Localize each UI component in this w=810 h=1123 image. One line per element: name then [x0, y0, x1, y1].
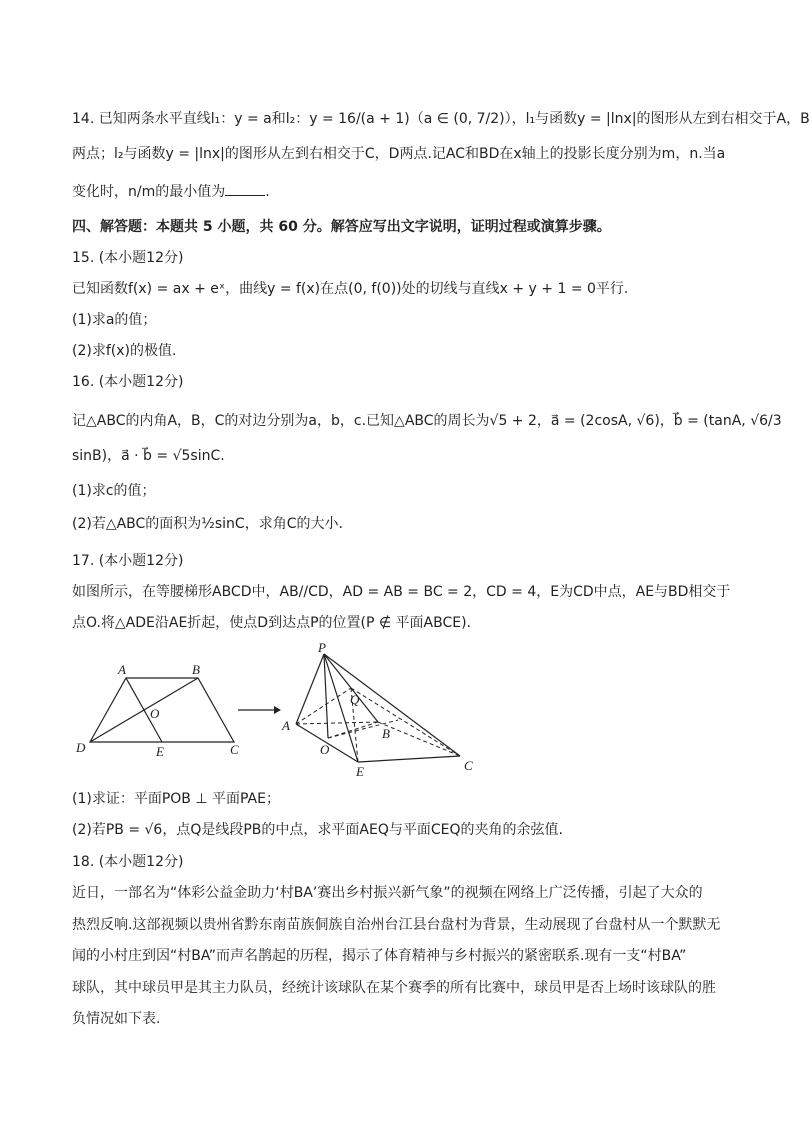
q17-part-2: (2)若PB = √6，点Q是线段PB的中点，求平面AEQ与平面CEQ的夹角的余弦值. [72, 822, 563, 838]
q14-line-1: 14. 已知两条水平直线l₁：y = a和l₂：y = 16/(a + 1)（a ∈ (0, 7/2)），l₁与函数y = |lnx|的图形从左到右相交于A，B [72, 111, 810, 127]
q18-line-1: 近日，一部名为“体彩公益金助力‘村BA’赛出乡村振兴新气象”的视频在网络上广泛传播，引起了大众的 [72, 885, 703, 901]
q18-line-5: 负情况如下表. [72, 1011, 161, 1027]
edge-AQ [296, 688, 351, 724]
pyramid-figure [278, 642, 478, 780]
label-Q: Q [350, 692, 360, 707]
label-D: D [76, 740, 86, 755]
label-C: C [230, 742, 239, 757]
q16-header: 16. (本小题12分) [72, 374, 184, 390]
q15-header: 15. (本小题12分) [72, 250, 184, 266]
trapezoid-outline [90, 678, 234, 742]
q18-line-2: 热烈反响.这部视频以贵州省黔东南苗族侗族自治州台江县台盘村为背景，生动展现了台盘村从一个默默无 [72, 917, 721, 933]
q16-stem-2: sinB)，a⃗ · b⃗ = √5sinC. [72, 448, 225, 464]
label-A: A [118, 662, 126, 677]
edge-AB [296, 722, 378, 724]
q14-line-3-text: 变化时，n/m的最小值为 [72, 184, 226, 200]
q17-header: 17. (本小题12分) [72, 553, 184, 569]
section-4-header: 四、解答题：本题共 5 小题，共 60 分。解答应写出文字说明，证明过程或演算步骤。 [72, 219, 611, 235]
q16-part-1: (1)求c的值； [72, 483, 156, 499]
q17-stem-1: 如图所示，在等腰梯形ABCD中，AB//CD，AD = AB = BC = 2，CD = 4，E为CD中点，AE与BD相交于 [72, 584, 731, 600]
q15-stem: 已知函数f(x) = ax + eˣ，曲线y = f(x)在点(0, f(0))处的切线与直线x + y + 1 = 0平行. [72, 281, 629, 297]
label-E: E [156, 744, 164, 759]
q15-part-1: (1)求a的值； [72, 312, 157, 328]
label-B: B [192, 662, 200, 677]
label-B2: B [382, 726, 390, 741]
arrow-icon [236, 703, 282, 717]
edge-PA [296, 654, 324, 724]
edge-BC [378, 722, 460, 756]
label-A2: A [282, 718, 290, 733]
q18-header: 18. (本小题12分) [72, 854, 184, 870]
label-P: P [318, 640, 326, 655]
answer-blank [225, 183, 265, 196]
q16-part-2: (2)若△ABC的面积为½sinC，求角C的大小. [72, 516, 343, 532]
q16-stem-1: 记△ABC的内角A，B，C的对边分别为a，b，c.已知△ABC的周长为√5 + 2，a⃗ = (2cosA, √6)，b⃗ = (tanA, √6/3 [72, 413, 782, 429]
q14-line-3-end: . [265, 184, 270, 200]
q17-stem-2: 点O.将△ADE沿AE折起，使点D到达点P的位置(P ∉ 平面ABCE). [72, 615, 471, 631]
label-E2: E [356, 764, 364, 779]
q14-line-3 [72, 183, 716, 201]
q18-line-3: 闻的小村庄到因“村BA”而声名鹊起的历程，揭示了体育精神与乡村振兴的紧密联系.现有一支“村BA” [72, 948, 687, 964]
label-O2: O [320, 742, 330, 757]
trapezoid-figure [70, 660, 260, 760]
segment-BD [90, 678, 198, 742]
edge-EC [358, 756, 460, 762]
q14-line-2: 两点；l₂与函数y = |lnx|的图形从左到右相交于C，D两点.记AC和BD在x轴上的投影长度分别为m，n.当a [72, 146, 726, 162]
label-C2: C [464, 758, 473, 773]
q17-part-1: (1)求证：平面POB ⊥ 平面PAE； [72, 791, 280, 807]
q18-line-4: 球队，其中球员甲是其主力队员，经统计该球队在某个赛季的所有比赛中，球员甲是否上场时该球队的胜 [72, 980, 716, 996]
q15-part-2: (2)求f(x)的极值. [72, 343, 177, 359]
label-O: O [150, 706, 160, 721]
edge-PC [324, 654, 460, 756]
